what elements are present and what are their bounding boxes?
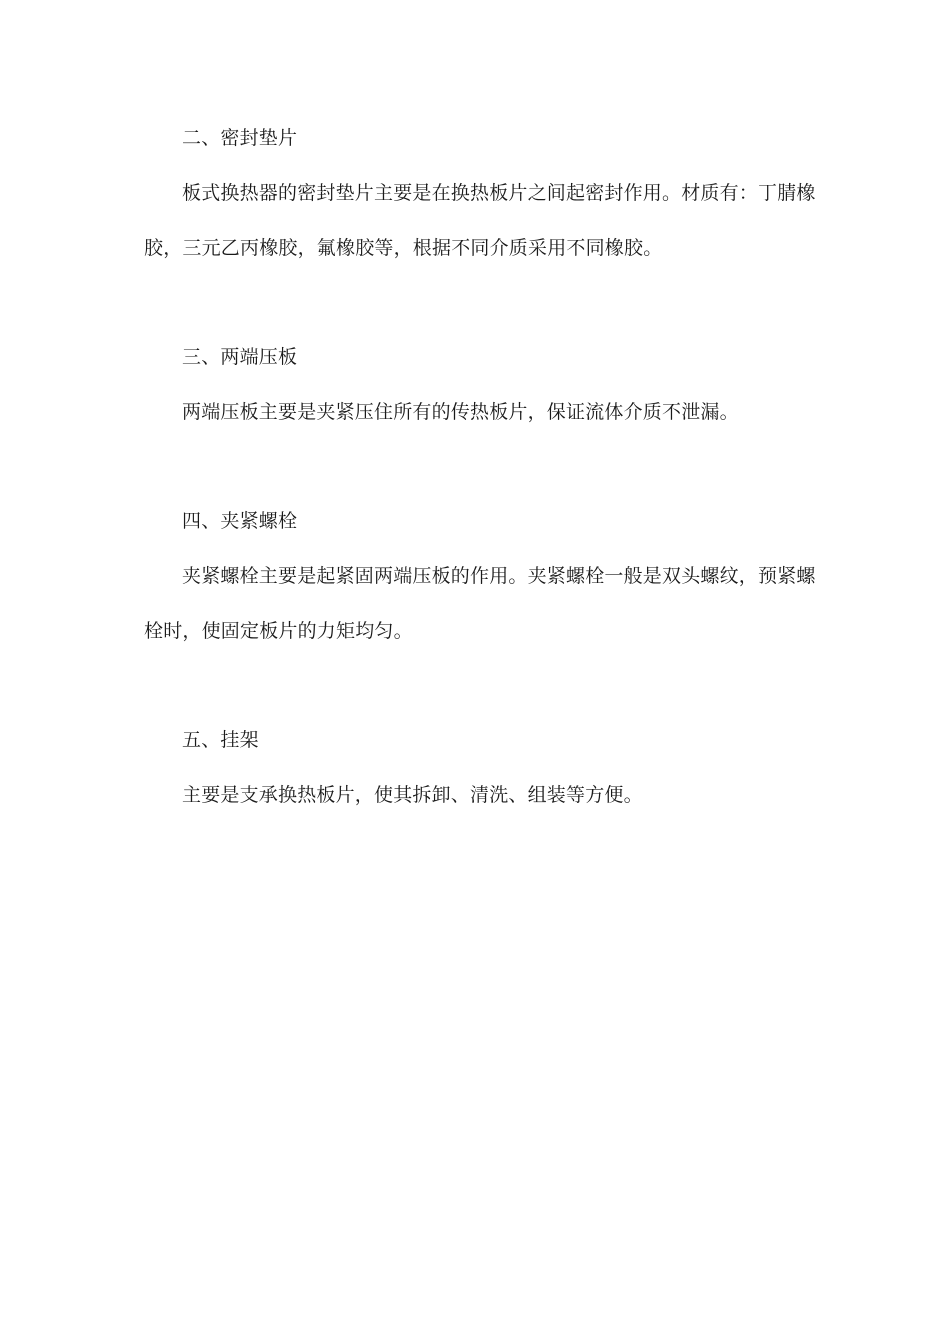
section-bolts-body-line-2: 栓时，使固定板片的力矩均匀。 [144,620,413,642]
section-gasket-body-line-2: 胶，三元乙丙橡胶，氟橡胶等，根据不同介质采用不同橡胶。 [144,237,663,259]
section-bolts-body-line-1: 夹紧螺栓主要是起紧固两端压板的作用。夹紧螺栓一般是双头螺纹，预紧螺 [182,565,816,587]
section-gasket-body-line-1: 板式换热器的密封垫片主要是在换热板片之间起密封作用。材质有：丁腈橡 [182,182,816,204]
section-heading-end-plates: 三、两端压板 [182,346,298,368]
section-heading-bolts: 四、夹紧螺栓 [182,510,298,532]
section-end-plates-body-line-1: 两端压板主要是夹紧压住所有的传热板片，保证流体介质不泄漏。 [182,401,739,423]
section-heading-gasket: 二、密封垫片 [182,127,298,149]
section-hanger-body-line-1: 主要是支承换热板片，使其拆卸、清洗、组装等方便。 [182,784,643,806]
section-heading-hanger: 五、挂架 [182,729,259,751]
